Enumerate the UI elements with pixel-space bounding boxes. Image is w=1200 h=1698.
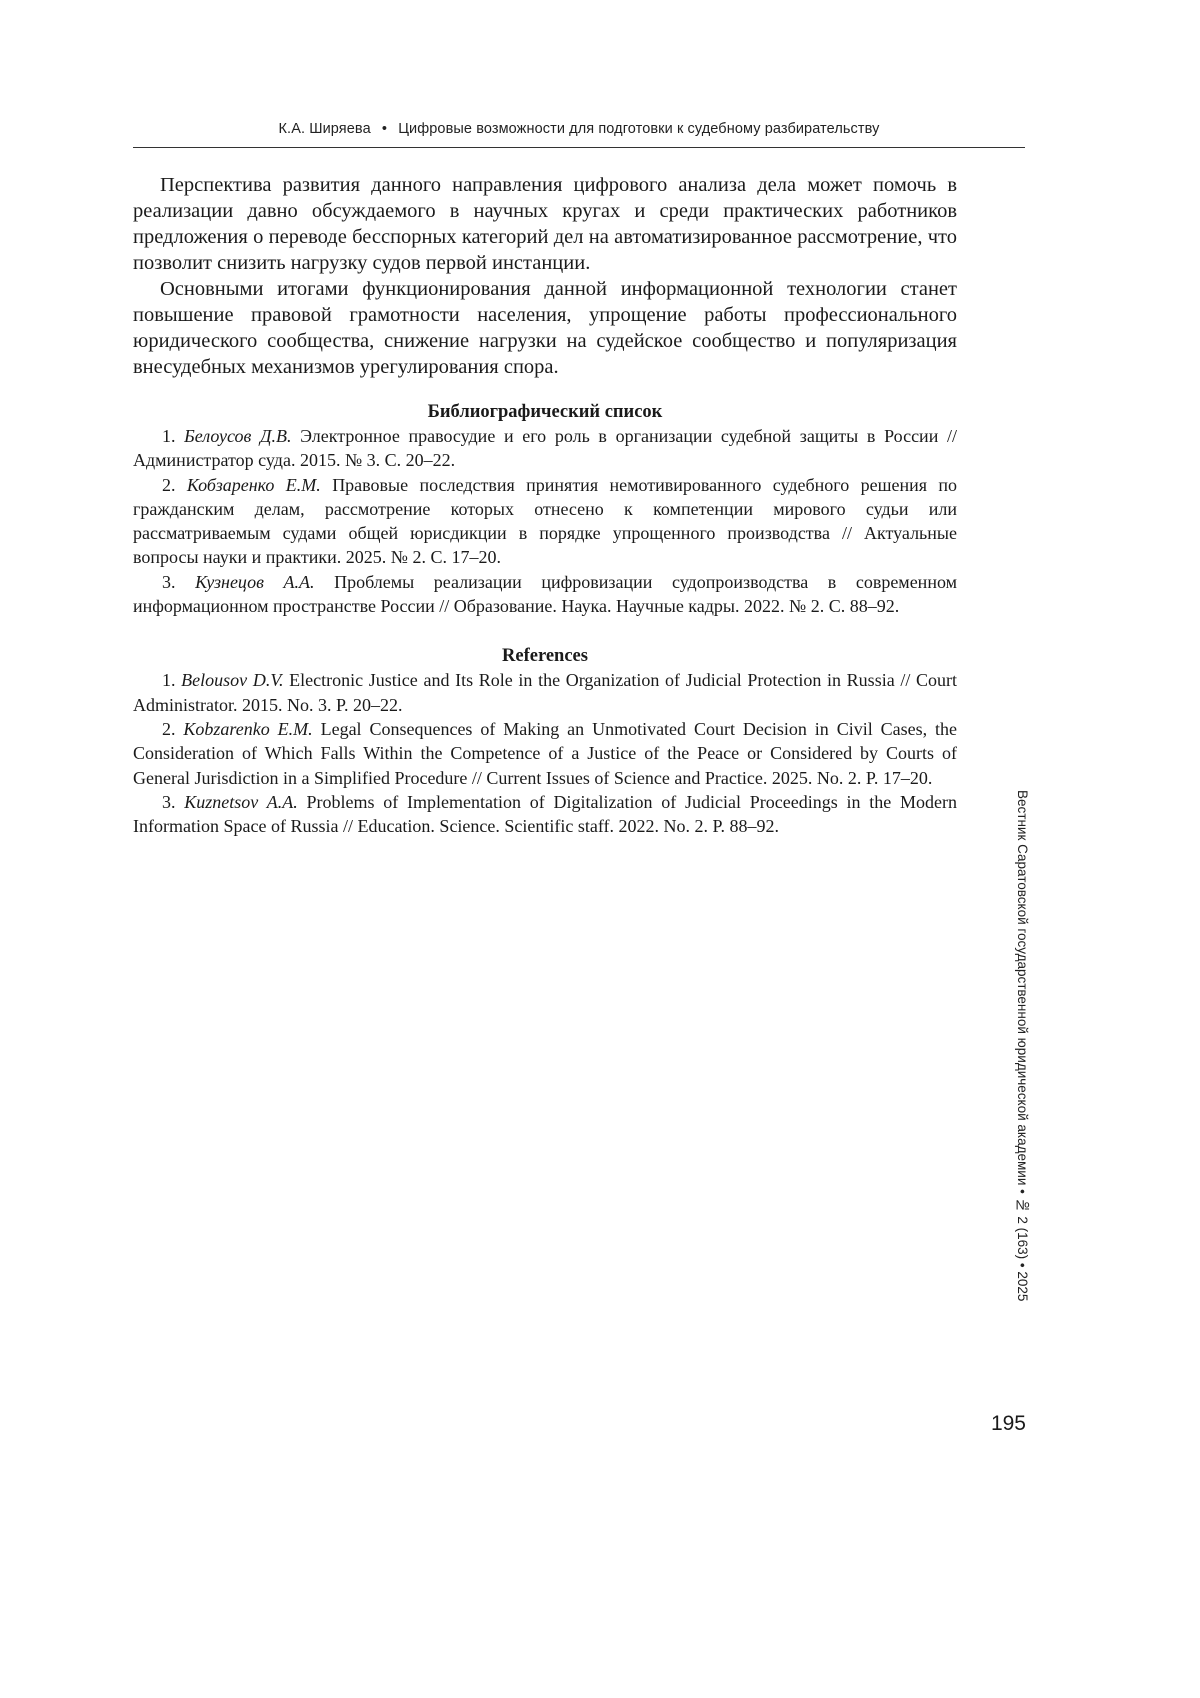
bibliography-list <box>133 424 957 618</box>
item-text: Проблемы реализации цифровизации судопроизводства в современном информационном пространстве России // Образование. Наука. Научные кадры. 2022. № 2. С. 88–92. <box>133 571 957 617</box>
item-number: 2. <box>162 474 176 495</box>
header-title: Цифровые возможности для подготовки к судебному разбирательству <box>398 121 880 137</box>
item-author: Кобзаренко Е.М. <box>186 474 321 495</box>
item-author: Белоусов Д.В. <box>184 426 292 446</box>
item-text: Правовые последствия принятия немотивированного судебного решения по гражданским делам, рассмотрение которых отнесено к компетенции мирового судьи или рассматриваемым судами общей юрисдикции в порядке упрощенного производства // Актуальные вопросы науки и практики. 2025. № 2. С. 17–20. <box>133 474 958 568</box>
journal-side-label: Вестник Саратовской государственной юридической академии • № 2 (163) • 2025 <box>1015 790 1030 1302</box>
references-list <box>133 668 957 838</box>
item-text: Legal Consequences of Making an Unmotivated Court Decision in Civil Cases, the Consideration of Which Falls Within the Competence of a Justice of the Peace or Considered by Courts of General Jurisdiction in a Simplified Procedure // Current Issues of Science and Practice. 2025. No. 2. P. 17–20. <box>133 718 958 788</box>
reference-item <box>133 668 957 717</box>
running-header <box>133 121 1025 137</box>
body-paragraph: Основными итогами функционирования данной информационной технологии станет повышение правовой грамотности населения, упрощение работы профессионального юридического сообщества, снижение нагрузки на судейское сообщество и популяризация внесудебных механизмов урегулирования спора. <box>133 278 957 378</box>
item-author: Кузнецов А.А. <box>195 571 315 592</box>
item-number: 1. <box>162 670 176 691</box>
page-number: 195 <box>990 1412 1026 1435</box>
body-text <box>133 172 957 380</box>
references-heading: References <box>502 646 588 667</box>
item-number: 1. <box>162 426 176 446</box>
item-author: Belousov D.V. <box>181 670 284 691</box>
item-number: 3. <box>162 571 176 592</box>
item-text: Problems of Implementation of Digitalization of Judicial Proceedings in the Modern Information Space of Russia // Education. Science. Scientific staff. 2022. No. 2. P. 88–92. <box>133 791 957 837</box>
bibliography-item <box>133 473 957 570</box>
reference-item <box>133 717 957 790</box>
item-author: Kobzarenko E.M. <box>183 718 313 739</box>
item-number: 3. <box>162 791 176 812</box>
header-author: К.А. Ширяева <box>278 121 371 137</box>
item-text: Электронное правосудие и его роль в организации судебной защиты в России // Администратор суда. 2015. № 3. С. 20–22. <box>133 426 957 471</box>
body-paragraph: Перспектива развития данного направления цифрового анализа дела может помочь в реализации давно обсуждаемого в научных кругах и среди практических работников предложения о переводе бесспорных категорий дел на автоматизированное рассмотрение, что позволит снизить нагрузку судов первой инстанции. <box>133 174 957 274</box>
header-rule <box>133 147 1025 148</box>
header-separator: • <box>381 121 388 137</box>
item-text: Electronic Justice and Its Role in the Organization of Judicial Protection in Russia // Court Administrator. 2015. No. 3. P. 20–22. <box>133 670 958 715</box>
item-author: Kuznetsov A.A. <box>184 791 298 812</box>
page-content <box>133 172 957 838</box>
bibliography-heading: Библиографический список <box>427 402 663 422</box>
item-number: 2. <box>162 718 176 739</box>
bibliography-item <box>133 570 957 619</box>
reference-item <box>133 790 957 839</box>
bibliography-item <box>133 424 957 473</box>
